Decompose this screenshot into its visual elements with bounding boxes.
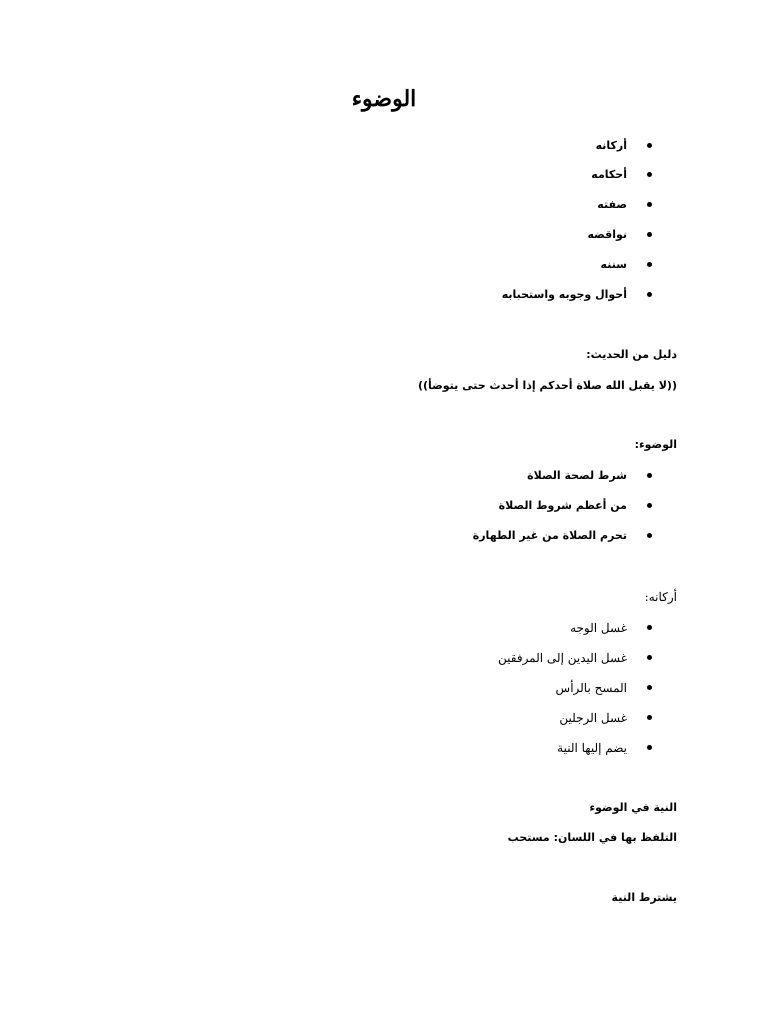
wudu-point: تحرم الصلاة من غير الطهارة — [472, 529, 627, 542]
list-item — [0, 709, 768, 727]
bullet-icon — [647, 625, 652, 630]
bullet-icon — [647, 533, 652, 538]
pillar-label: غسل الرجلين — [559, 711, 627, 725]
pillar-label: المسح بالرأس — [555, 681, 627, 695]
wudu-point: من أعظم شروط الصلاة — [498, 499, 627, 512]
bullet-icon — [647, 655, 652, 660]
topic-label: أركانه — [595, 139, 627, 152]
wudu-heading: الوضوء: — [634, 438, 677, 451]
pillars-heading: أركانه: — [644, 590, 677, 604]
topic-label: أحكامه — [591, 168, 627, 181]
bullet-icon — [647, 685, 652, 690]
bullet-icon — [647, 143, 652, 148]
list-item — [0, 649, 768, 667]
intention-heading: النية في الوضوء — [589, 801, 677, 814]
pillar-label: غسل الوجه — [570, 621, 627, 635]
list-item — [0, 619, 768, 637]
list-item — [0, 527, 768, 545]
topic-label: أحوال وجوبه واستحبابه — [501, 288, 627, 301]
bullet-icon — [647, 232, 652, 237]
list-item — [0, 739, 768, 757]
pillar-label: غسل اليدين إلى المرفقين — [498, 651, 627, 665]
list-item — [0, 226, 768, 244]
bullet-icon — [647, 503, 652, 508]
bullet-icon — [647, 715, 652, 720]
intention-text: التلفظ بها في اللسان: مستحب — [507, 831, 677, 844]
bullet-icon — [647, 292, 652, 297]
page-title: الوضوء — [351, 86, 417, 112]
list-item — [0, 166, 768, 184]
intention-condition: يشترط النية — [611, 891, 677, 904]
bullet-icon — [647, 172, 652, 177]
list-item — [0, 679, 768, 697]
topic-label: سننه — [600, 258, 627, 271]
bullet-icon — [647, 745, 652, 750]
topic-label: نواقضه — [587, 228, 627, 241]
pillar-label: يضم إليها النية — [557, 741, 627, 755]
topic-label: صفته — [597, 198, 627, 211]
hadith-heading: دليل من الحديث: — [586, 348, 677, 361]
list-item — [0, 497, 768, 515]
wudu-point: شرط لصحة الصلاة — [527, 469, 627, 482]
list-item — [0, 256, 768, 274]
bullet-icon — [647, 262, 652, 267]
list-item — [0, 196, 768, 214]
bullet-icon — [647, 202, 652, 207]
bullet-icon — [647, 473, 652, 478]
hadith-text: ((لا يقبل الله صلاة أحدكم إذا أحدث حتى يتوضأ)) — [417, 379, 677, 392]
list-item — [0, 137, 768, 155]
list-item — [0, 467, 768, 485]
list-item — [0, 286, 768, 304]
